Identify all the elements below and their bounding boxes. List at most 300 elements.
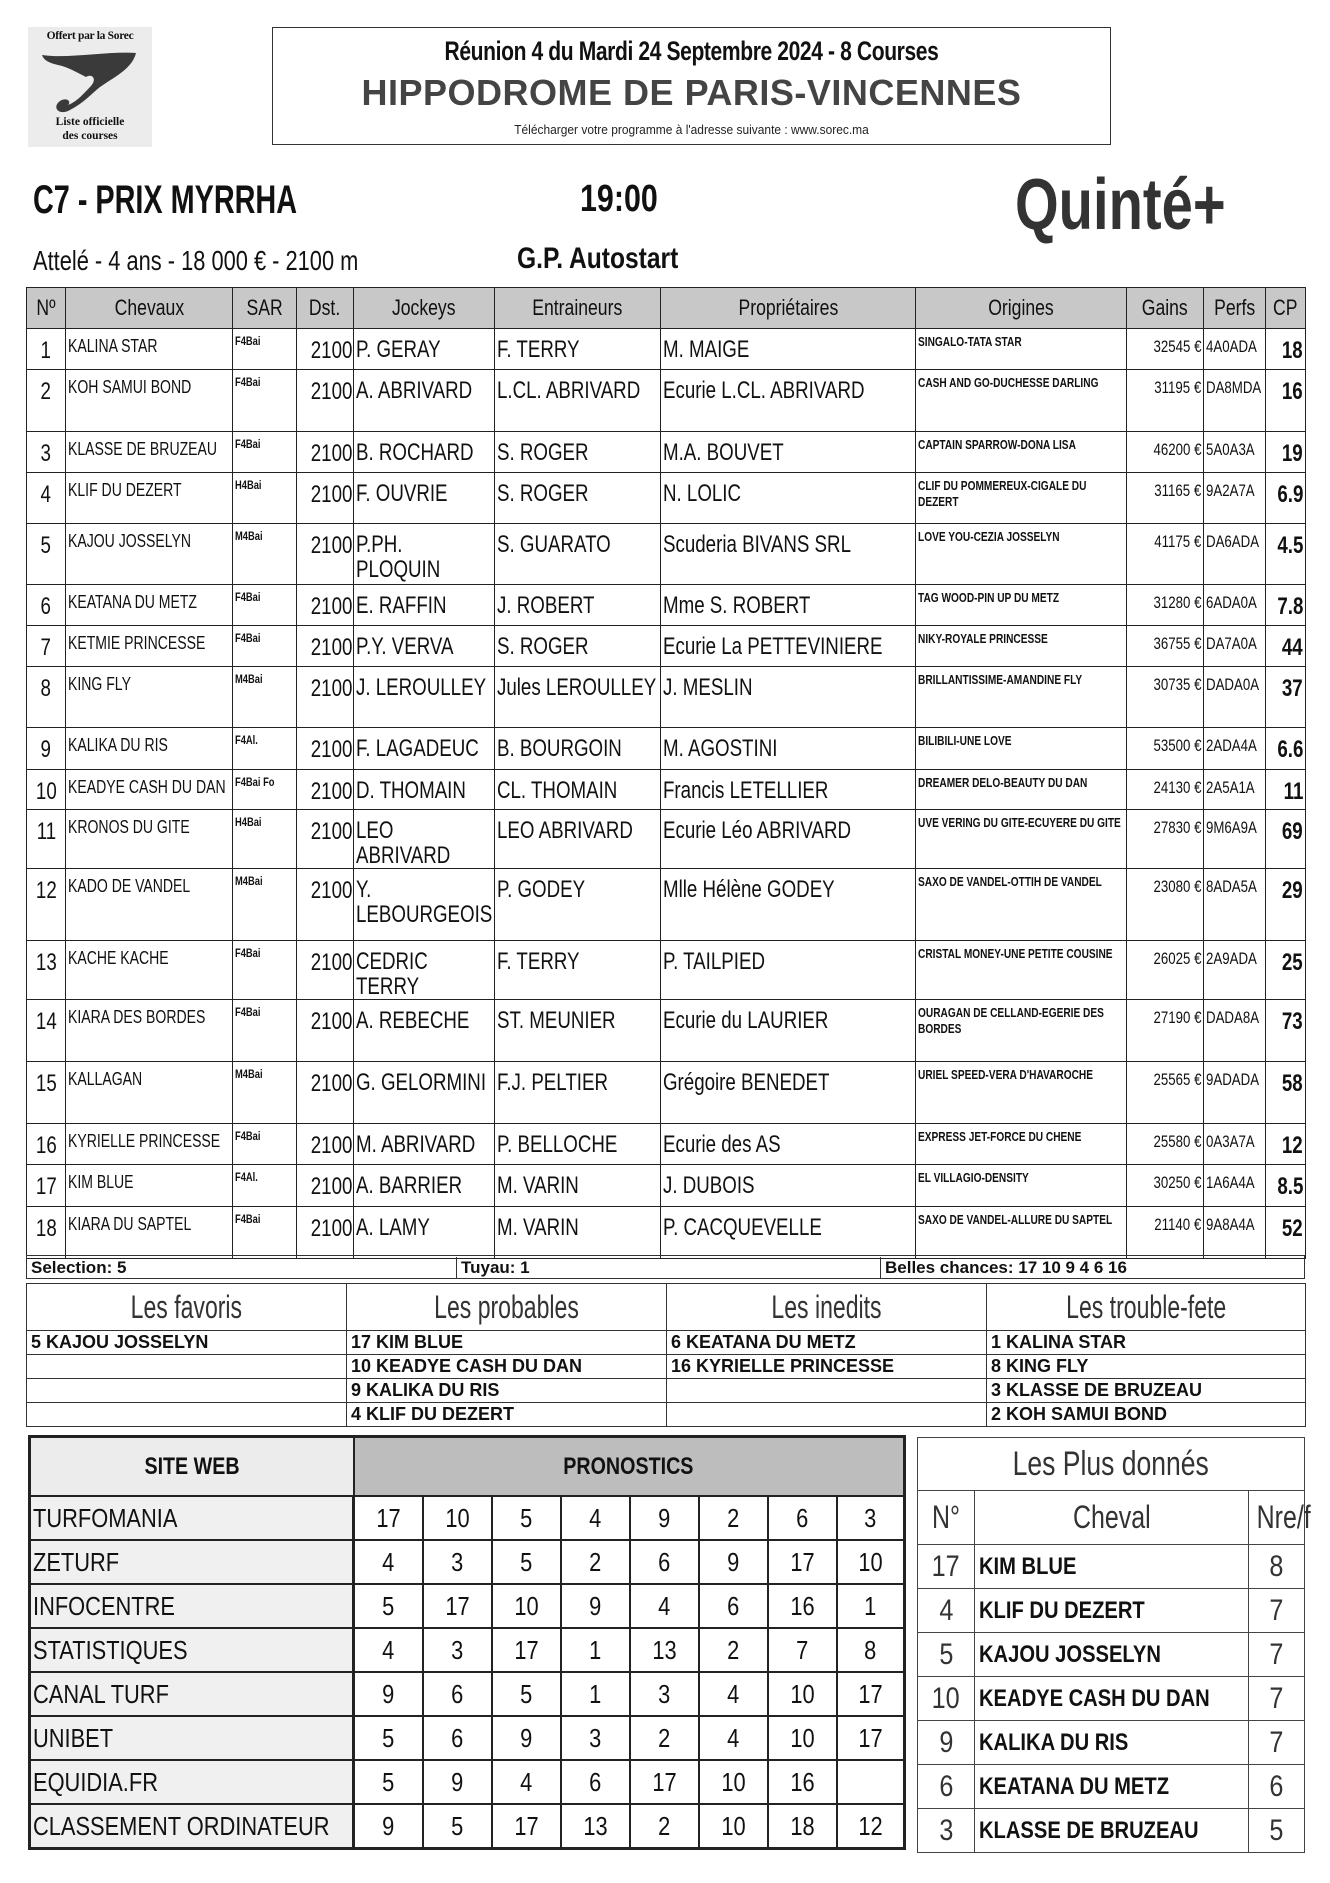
cote-probable: 4.5 xyxy=(1276,532,1303,559)
runner-row xyxy=(27,1000,1306,1062)
horse-name-cell xyxy=(975,1765,1248,1809)
owner-name: J. MESLIN xyxy=(663,674,753,701)
performances: 2ADA4A xyxy=(1206,736,1257,755)
pick-number: 2 xyxy=(726,1634,740,1665)
performances-cell xyxy=(1204,810,1266,869)
jockey-name: A. REBECHE xyxy=(356,1007,470,1034)
performances: 4A0ADA xyxy=(1206,337,1257,356)
origins-cell xyxy=(916,626,1127,667)
tuyau-value: Tuyau: 1 xyxy=(457,1257,881,1278)
horse-name: KEADYE CASH DU DAN xyxy=(68,777,226,797)
gains-cell xyxy=(1127,329,1204,370)
pick-cell xyxy=(630,1584,699,1628)
horse-number: 10 xyxy=(932,1681,961,1715)
jockey-name-cell xyxy=(354,941,495,1000)
pick-number: 5 xyxy=(519,1546,533,1577)
column-header-num xyxy=(27,288,66,329)
cote-probable: 7.8 xyxy=(1276,593,1303,620)
performances-cell xyxy=(1204,869,1266,941)
pick-cell xyxy=(423,1584,492,1628)
runner-row xyxy=(27,810,1306,869)
plus-donnes-title-row xyxy=(918,1438,1305,1491)
origins-cell xyxy=(916,524,1127,585)
horse-name: KIM BLUE xyxy=(68,1172,134,1192)
jockey-name: P. GERAY xyxy=(356,336,441,363)
gains: 31195 € xyxy=(1154,378,1201,397)
distance-cell xyxy=(297,626,354,667)
performances-cell xyxy=(1204,667,1266,728)
jockey-name-cell xyxy=(354,473,495,524)
pick-number: 6 xyxy=(657,1546,671,1577)
pick-cell xyxy=(630,1496,699,1540)
sex-age-coat: F4Bai xyxy=(235,590,261,604)
pick-cell xyxy=(837,1672,905,1716)
owner-name: Francis LETELLIER xyxy=(663,777,829,804)
pick-number: 10 xyxy=(444,1502,470,1533)
origins: DREAMER DELO-BEAUTY DU DAN xyxy=(918,775,1088,790)
jockey-name-cell xyxy=(354,626,495,667)
pick-number: 17 xyxy=(513,1634,539,1665)
gains: 31280 € xyxy=(1153,593,1201,612)
meeting-title: Réunion 4 du Mardi 24 Septembre 2024 - 8 Courses xyxy=(444,36,939,66)
pick-number: 16 xyxy=(789,1590,815,1621)
pick-cell xyxy=(630,1716,699,1760)
mention-count-cell xyxy=(1248,1721,1304,1765)
performances: DADA0A xyxy=(1206,675,1260,694)
performances: 8ADA5A xyxy=(1206,877,1257,896)
horse-name: KACHE KACHE xyxy=(68,948,169,968)
performances-cell xyxy=(1204,473,1266,524)
horse-name: KALLAGAN xyxy=(68,1069,143,1089)
cote-probable-cell xyxy=(1266,770,1306,810)
sex-age-coat: M4Bai xyxy=(235,1067,263,1081)
category-entry-favoris: 5 KAJOU JOSSELYN xyxy=(27,1331,347,1355)
cote-probable: 18 xyxy=(1282,337,1303,364)
trainer-name-cell xyxy=(495,770,661,810)
sorec-logo xyxy=(28,27,152,147)
trainer-name-cell xyxy=(495,473,661,524)
race-start-type: G.P. Autostart xyxy=(517,242,679,275)
sex-age-coat-cell xyxy=(233,728,297,770)
runner-row xyxy=(27,329,1306,370)
sex-age-coat: F4Bai xyxy=(235,631,261,645)
sex-age-coat: F4Al. xyxy=(235,1170,258,1184)
origins: EXPRESS JET-FORCE DU CHENE xyxy=(918,1129,1082,1144)
plus-donnes-row xyxy=(918,1633,1305,1677)
origins: SAXO DE VANDEL-ALLURE DU SAPTEL xyxy=(918,1212,1113,1227)
jockey-name-cell xyxy=(354,1124,495,1165)
sex-age-coat: F4Bai xyxy=(235,375,261,389)
sex-age-coat-cell xyxy=(233,524,297,585)
pronostic-row xyxy=(30,1496,905,1540)
jockey-name-cell xyxy=(354,370,495,432)
runner-number-cell xyxy=(27,770,66,810)
pick-number: 6 xyxy=(450,1678,464,1709)
column-header-cp xyxy=(1266,288,1306,329)
pick-cell xyxy=(423,1804,492,1849)
pick-number: 3 xyxy=(864,1502,877,1533)
performances-cell xyxy=(1204,1124,1266,1165)
performances: 9M6A9A xyxy=(1206,818,1257,837)
owner-name-cell xyxy=(661,370,916,432)
distance-cell xyxy=(297,941,354,1000)
cote-probable-cell xyxy=(1266,626,1306,667)
horse-name-cell xyxy=(66,1062,233,1124)
pick-cell xyxy=(768,1804,837,1849)
category-header-label: Les trouble-fete xyxy=(1065,1288,1227,1325)
gains-cell xyxy=(1127,473,1204,524)
category-row xyxy=(27,1355,1306,1379)
performances-cell xyxy=(1204,728,1266,770)
race-time: 19:00 xyxy=(580,178,658,220)
jockey-name: A. BARRIER xyxy=(356,1172,463,1199)
gains: 46200 € xyxy=(1153,440,1201,459)
pick-number: 17 xyxy=(858,1722,883,1753)
distance: 2100 xyxy=(310,1132,353,1159)
sex-age-coat: F4Bai xyxy=(235,1212,261,1226)
distance: 2100 xyxy=(310,593,353,620)
category-entry-inedits: 16 KYRIELLE PRINCESSE xyxy=(667,1355,987,1379)
logo-top-text: Offert par la Sorec xyxy=(46,30,134,42)
column-header-label: Dst. xyxy=(309,295,341,320)
horse-name-cell xyxy=(66,941,233,1000)
category-entry-trouble-fete: 3 KLASSE DE BRUZEAU xyxy=(987,1379,1306,1403)
runner-number-cell xyxy=(27,941,66,1000)
jockey-name: G. GELORMINI xyxy=(356,1069,487,1096)
runner-number-cell xyxy=(27,329,66,370)
distance-cell xyxy=(297,1062,354,1124)
owner-name: P. TAILPIED xyxy=(663,948,765,975)
sex-age-coat: H4Bai xyxy=(235,815,262,829)
distance: 2100 xyxy=(310,1173,353,1200)
gains-cell xyxy=(1127,1207,1204,1259)
runner-number-cell xyxy=(27,728,66,770)
performances-cell xyxy=(1204,941,1266,1000)
site-name: EQUIDIA.FR xyxy=(33,1766,158,1797)
pick-cell xyxy=(837,1584,905,1628)
column-header-label: Entraineurs xyxy=(532,295,623,320)
pick-cell xyxy=(492,1584,561,1628)
horse-name: KETMIE PRINCESSE xyxy=(68,633,206,653)
trainer-name: L.CL. ABRIVARD xyxy=(497,377,641,404)
race-title: C7 - PRIX MYRRHA xyxy=(33,178,298,222)
pick-number: 10 xyxy=(720,1810,746,1841)
pick-cell xyxy=(423,1760,492,1804)
performances: DA8MDA xyxy=(1206,378,1262,397)
trainer-name-cell xyxy=(495,810,661,869)
pick-cell xyxy=(492,1760,561,1804)
trainer-name-cell xyxy=(495,1124,661,1165)
cote-probable: 8.5 xyxy=(1276,1173,1303,1200)
cote-probable: 25 xyxy=(1282,949,1303,976)
sex-age-coat-cell xyxy=(233,626,297,667)
distance-cell xyxy=(297,473,354,524)
cote-probable-cell xyxy=(1266,585,1306,626)
performances-cell xyxy=(1204,1062,1266,1124)
owner-name-cell xyxy=(661,1000,916,1062)
origins-cell xyxy=(916,432,1127,473)
category-entry-inedits xyxy=(667,1403,987,1427)
origins-cell xyxy=(916,1124,1127,1165)
mention-count: 7 xyxy=(1269,1637,1284,1671)
horse-number-cell xyxy=(918,1589,975,1633)
gains: 27190 € xyxy=(1153,1008,1201,1027)
gains: 53500 € xyxy=(1153,736,1201,755)
pick-number: 9 xyxy=(450,1766,464,1797)
runner-row xyxy=(27,869,1306,941)
jockey-name: A. LAMY xyxy=(356,1214,430,1241)
horse-name-cell xyxy=(66,524,233,585)
pick-cell xyxy=(492,1672,561,1716)
trainer-name: CL. THOMAIN xyxy=(497,777,618,804)
performances-cell xyxy=(1204,370,1266,432)
gains: 24130 € xyxy=(1153,778,1201,797)
owner-name: N. LOLIC xyxy=(663,480,742,507)
pick-cell xyxy=(492,1716,561,1760)
horse-name: KALINA STAR xyxy=(68,336,158,356)
pick-cell xyxy=(492,1628,561,1672)
trainer-name: S. GUARATO xyxy=(497,531,611,558)
owner-name: M.A. BOUVET xyxy=(663,439,784,466)
runner-number-cell xyxy=(27,1000,66,1062)
runner-number: 10 xyxy=(35,778,57,805)
gains-cell xyxy=(1127,626,1204,667)
jockey-name: D. THOMAIN xyxy=(356,777,466,804)
runner-number-cell xyxy=(27,1207,66,1259)
pick-number: 5 xyxy=(519,1502,533,1533)
plus-donnes-title xyxy=(918,1438,1305,1491)
horse-name-cell xyxy=(66,810,233,869)
runner-number: 18 xyxy=(35,1215,57,1242)
column-header-gains xyxy=(1127,288,1204,329)
gains-cell xyxy=(1127,1000,1204,1062)
horse-name-cell xyxy=(66,329,233,370)
pick-cell xyxy=(699,1540,768,1584)
pronostic-row xyxy=(30,1540,905,1584)
trainer-name-cell xyxy=(495,667,661,728)
runner-row xyxy=(27,432,1306,473)
origins: EL VILLAGIO-DENSITY xyxy=(918,1170,1029,1185)
performances: 9A8A4A xyxy=(1206,1215,1255,1234)
header-label: N° xyxy=(932,1499,961,1535)
logo-line-1: Liste officielle xyxy=(55,116,125,128)
pick-cell xyxy=(492,1496,561,1540)
cote-probable: 11 xyxy=(1283,778,1303,805)
horse-name-cell xyxy=(66,370,233,432)
pick-number: 17 xyxy=(651,1766,677,1797)
pick-cell xyxy=(630,1628,699,1672)
owner-name: Ecurie Léo ABRIVARD xyxy=(663,817,851,844)
distance: 2100 xyxy=(310,778,353,805)
runner-row xyxy=(27,1124,1306,1165)
runner-number: 7 xyxy=(40,634,52,661)
cote-probable-cell xyxy=(1266,524,1306,585)
mention-count-cell xyxy=(1248,1765,1304,1809)
site-name: TURFOMANIA xyxy=(33,1502,178,1533)
runner-number: 1 xyxy=(40,337,52,364)
pick-number: 6 xyxy=(450,1722,464,1753)
horse-name-cell xyxy=(66,626,233,667)
origins: CRISTAL MONEY-UNE PETITE COUSINE xyxy=(918,946,1113,961)
category-entry-trouble-fete: 2 KOH SAMUI BOND xyxy=(987,1403,1306,1427)
trainer-name-cell xyxy=(495,370,661,432)
mention-count: 6 xyxy=(1269,1769,1284,1803)
distance-cell xyxy=(297,667,354,728)
performances-cell xyxy=(1204,626,1266,667)
mention-count: 7 xyxy=(1269,1681,1284,1715)
site-name-cell xyxy=(30,1628,354,1672)
runner-number: 15 xyxy=(35,1070,57,1097)
trainer-name-cell xyxy=(495,941,661,1000)
pick-cell xyxy=(423,1540,492,1584)
horse-head-logo-icon xyxy=(38,47,142,115)
pick-cell xyxy=(699,1672,768,1716)
gains: 30250 € xyxy=(1153,1173,1201,1192)
pick-cell xyxy=(561,1496,630,1540)
pick-cell xyxy=(837,1760,905,1804)
pick-number: 5 xyxy=(382,1722,395,1753)
performances-cell xyxy=(1204,770,1266,810)
mention-count-cell xyxy=(1248,1589,1304,1633)
performances-cell xyxy=(1204,524,1266,585)
trainer-name-cell xyxy=(495,1000,661,1062)
pick-number: 10 xyxy=(513,1590,539,1621)
horse-name: KEADYE CASH DU DAN xyxy=(979,1684,1211,1712)
logo-line-2: des courses xyxy=(62,130,118,142)
sex-age-coat: H4Bai xyxy=(235,478,262,492)
column-header-owner xyxy=(661,288,916,329)
category-entry-favoris xyxy=(27,1355,347,1379)
plus-donnes-title-label: Les Plus donnés xyxy=(1012,1444,1210,1483)
runner-number-cell xyxy=(27,810,66,869)
gains-cell xyxy=(1127,667,1204,728)
owner-name-cell xyxy=(661,432,916,473)
runner-row xyxy=(27,1165,1306,1207)
gains: 26025 € xyxy=(1153,949,1201,968)
pick-cell xyxy=(630,1540,699,1584)
category-header-trouble-fete xyxy=(987,1284,1306,1331)
category-row xyxy=(27,1403,1306,1427)
pick-number: 2 xyxy=(726,1502,740,1533)
pick-cell xyxy=(699,1628,768,1672)
category-entry-inedits: 6 KEATANA DU METZ xyxy=(667,1331,987,1355)
meeting-header xyxy=(272,27,1111,145)
pick-cell xyxy=(561,1804,630,1849)
pick-cell xyxy=(768,1496,837,1540)
sex-age-coat-cell xyxy=(233,667,297,728)
performances: 9ADADA xyxy=(1206,1070,1260,1089)
jockey-name-cell xyxy=(354,432,495,473)
runner-number-cell xyxy=(27,585,66,626)
runner-row xyxy=(27,667,1306,728)
performances: 5A0A3A xyxy=(1206,440,1255,459)
jockey-name-cell xyxy=(354,667,495,728)
sex-age-coat-cell xyxy=(233,1165,297,1207)
origins-cell xyxy=(916,1165,1127,1207)
distance-cell xyxy=(297,524,354,585)
horse-name-cell xyxy=(66,770,233,810)
owner-name: P. CACQUEVELLE xyxy=(663,1214,822,1241)
gains-cell xyxy=(1127,524,1204,585)
performances: 2A9ADA xyxy=(1206,949,1257,968)
performances: 6ADA0A xyxy=(1206,593,1257,612)
gains: 30735 € xyxy=(1153,675,1201,694)
horse-name-cell xyxy=(975,1633,1248,1677)
pick-number: 5 xyxy=(382,1590,395,1621)
distance: 2100 xyxy=(310,337,353,364)
owner-name: Scuderia BIVANS SRL xyxy=(663,531,851,558)
horse-name-cell xyxy=(66,728,233,770)
pronostic-row xyxy=(30,1672,905,1716)
pick-cell xyxy=(837,1496,905,1540)
column-header-horse xyxy=(66,288,233,329)
horse-name: KALIKA DU RIS xyxy=(68,735,168,755)
pick-number: 1 xyxy=(588,1634,602,1665)
origins: TAG WOOD-PIN UP DU METZ xyxy=(918,590,1060,605)
pick-cell xyxy=(354,1628,423,1672)
pick-number: 7 xyxy=(795,1634,809,1665)
plus-donnes-row xyxy=(918,1721,1305,1765)
origins-cell xyxy=(916,473,1127,524)
performances: 2A5A1A xyxy=(1206,778,1255,797)
trainer-name: F.J. PELTIER xyxy=(497,1069,608,1096)
horse-name-cell xyxy=(66,1124,233,1165)
runner-number-cell xyxy=(27,1062,66,1124)
trainer-name-cell xyxy=(495,728,661,770)
pick-number: 9 xyxy=(657,1502,671,1533)
pronostic-row xyxy=(30,1760,905,1804)
site-name-cell xyxy=(30,1496,354,1540)
trainer-name: LEO ABRIVARD xyxy=(497,817,633,844)
jockey-name-cell xyxy=(354,1207,495,1259)
pick-cell xyxy=(354,1804,423,1849)
trainer-name-cell xyxy=(495,1165,661,1207)
trainer-name-cell xyxy=(495,432,661,473)
runner-row xyxy=(27,1207,1306,1259)
sex-age-coat-cell xyxy=(233,432,297,473)
jockey-name: J. LEROULLEY xyxy=(356,674,487,701)
pick-cell xyxy=(354,1496,423,1540)
performances: 1A6A4A xyxy=(1206,1173,1255,1192)
pronostic-row xyxy=(30,1804,905,1849)
sex-age-coat: F4Bai xyxy=(235,1129,261,1143)
category-header-label: Les probables xyxy=(434,1288,579,1325)
trainer-name: S. ROGER xyxy=(497,480,589,507)
cote-probable-cell xyxy=(1266,1062,1306,1124)
sex-age-coat-cell xyxy=(233,1207,297,1259)
origins: BILIBILI-UNE LOVE xyxy=(918,733,1012,748)
distance: 2100 xyxy=(310,378,353,405)
runner-number: 4 xyxy=(40,481,52,508)
categories-header-row xyxy=(27,1284,1306,1331)
performances-cell xyxy=(1204,1207,1266,1259)
pick-cell xyxy=(492,1540,561,1584)
pick-cell xyxy=(561,1584,630,1628)
pronostic-row xyxy=(30,1628,905,1672)
column-header-label: Jockeys xyxy=(392,295,456,320)
pick-number: 1 xyxy=(588,1678,602,1709)
sex-age-coat-cell xyxy=(233,1062,297,1124)
runners-header-row xyxy=(27,288,1306,329)
pick-number: 13 xyxy=(651,1634,677,1665)
origins-cell xyxy=(916,370,1127,432)
category-entry-probables: 17 KIM BLUE xyxy=(347,1331,667,1355)
gains-cell xyxy=(1127,810,1204,869)
origins: LOVE YOU-CEZIA JOSSELYN xyxy=(918,529,1060,544)
origins-cell xyxy=(916,1062,1127,1124)
jockey-name: LEO ABRIVARD xyxy=(356,817,451,869)
owner-name: Mme S. ROBERT xyxy=(663,592,811,619)
